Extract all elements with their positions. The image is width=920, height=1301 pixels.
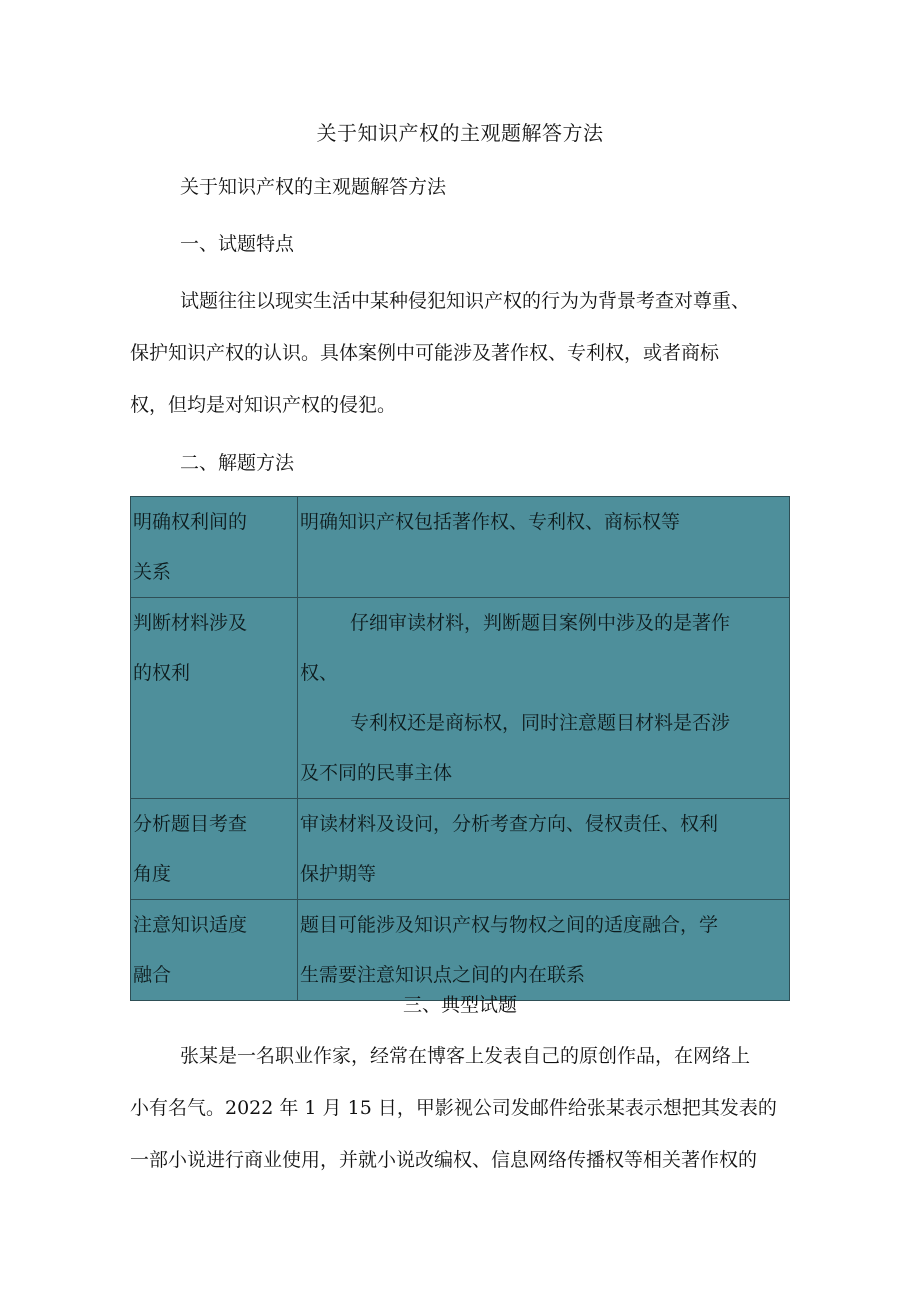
method-table: [130, 496, 790, 1001]
document-subtitle: 关于知识产权的主观题解答方法: [180, 176, 447, 198]
method-table-row: [131, 497, 790, 598]
method-step-description-line: 生需要注意知识点之间的内在联系: [300, 964, 586, 986]
method-step-label-line: 分析题目考查: [133, 813, 248, 835]
method-step-label: [131, 598, 298, 799]
method-step-description-line: 保护期等: [300, 863, 377, 885]
method-step-description-line: 专利权还是商标权，同时注意题目材料是否涉: [350, 712, 731, 734]
method-step-label: [131, 799, 298, 900]
method-step-description-line: 仔细审读材料，判断题目案例中涉及的是著作: [350, 612, 731, 634]
method-step-description: [298, 799, 790, 900]
method-step-description: [298, 900, 790, 1001]
method-step-description-line: 题目可能涉及知识产权与物权之间的适度融合，学: [300, 914, 719, 936]
method-step-description-line: 审读材料及设问，分析考查方向、侵权责任、权利: [300, 813, 719, 835]
method-step-label-line: 判断材料涉及: [133, 612, 248, 634]
section2-heading: 二、解题方法: [180, 452, 295, 474]
method-step-description-line: 及不同的民事主体: [300, 762, 453, 784]
method-step-description-line: 权、: [300, 662, 339, 684]
section1-heading: 一、试题特点: [180, 233, 295, 255]
section3-paragraph: [130, 1030, 792, 1186]
method-table-row: [131, 900, 790, 1001]
method-step-label-line: 注意知识适度: [133, 914, 248, 936]
method-step-description: [298, 598, 790, 799]
section1-paragraph: [130, 275, 792, 431]
method-step-label: [131, 497, 298, 598]
method-table-row: [131, 598, 790, 799]
section3-line: 小有名气。2022 年 1 月 15 日，甲影视公司发邮件给张某表示想把其发表的: [130, 1097, 777, 1119]
section3-line: 张某是一名职业作家，经常在博客上发表自己的原创作品，在网络上: [180, 1045, 751, 1067]
section1-line: 权，但均是对知识产权的侵犯。: [130, 394, 397, 416]
document-title: 关于知识产权的主观题解答方法: [316, 121, 604, 145]
method-table-row: [131, 799, 790, 900]
method-step-description-line: 明确知识产权包括著作权、专利权、商标权等: [300, 511, 681, 533]
method-step-label-line: 融合: [133, 964, 172, 986]
method-step-label-line: 关系: [133, 561, 172, 583]
section1-line: 保护知识产权的认识。具体案例中可能涉及著作权、专利权，或者商标: [130, 342, 720, 364]
section3-heading: 三、典型试题: [402, 994, 517, 1016]
method-step-label-line: 角度: [133, 863, 172, 885]
method-step-label-line: 的权利: [133, 662, 191, 684]
section3-line: 一部小说进行商业使用，并就小说改编权、信息网络传播权等相关著作权的: [130, 1149, 758, 1171]
method-step-label-line: 明确权利间的: [133, 511, 248, 533]
section1-line: 试题往往以现实生活中某种侵犯知识产权的行为为背景考查对尊重、: [180, 290, 751, 312]
method-step-label: [131, 900, 298, 1001]
method-step-description: [298, 497, 790, 598]
